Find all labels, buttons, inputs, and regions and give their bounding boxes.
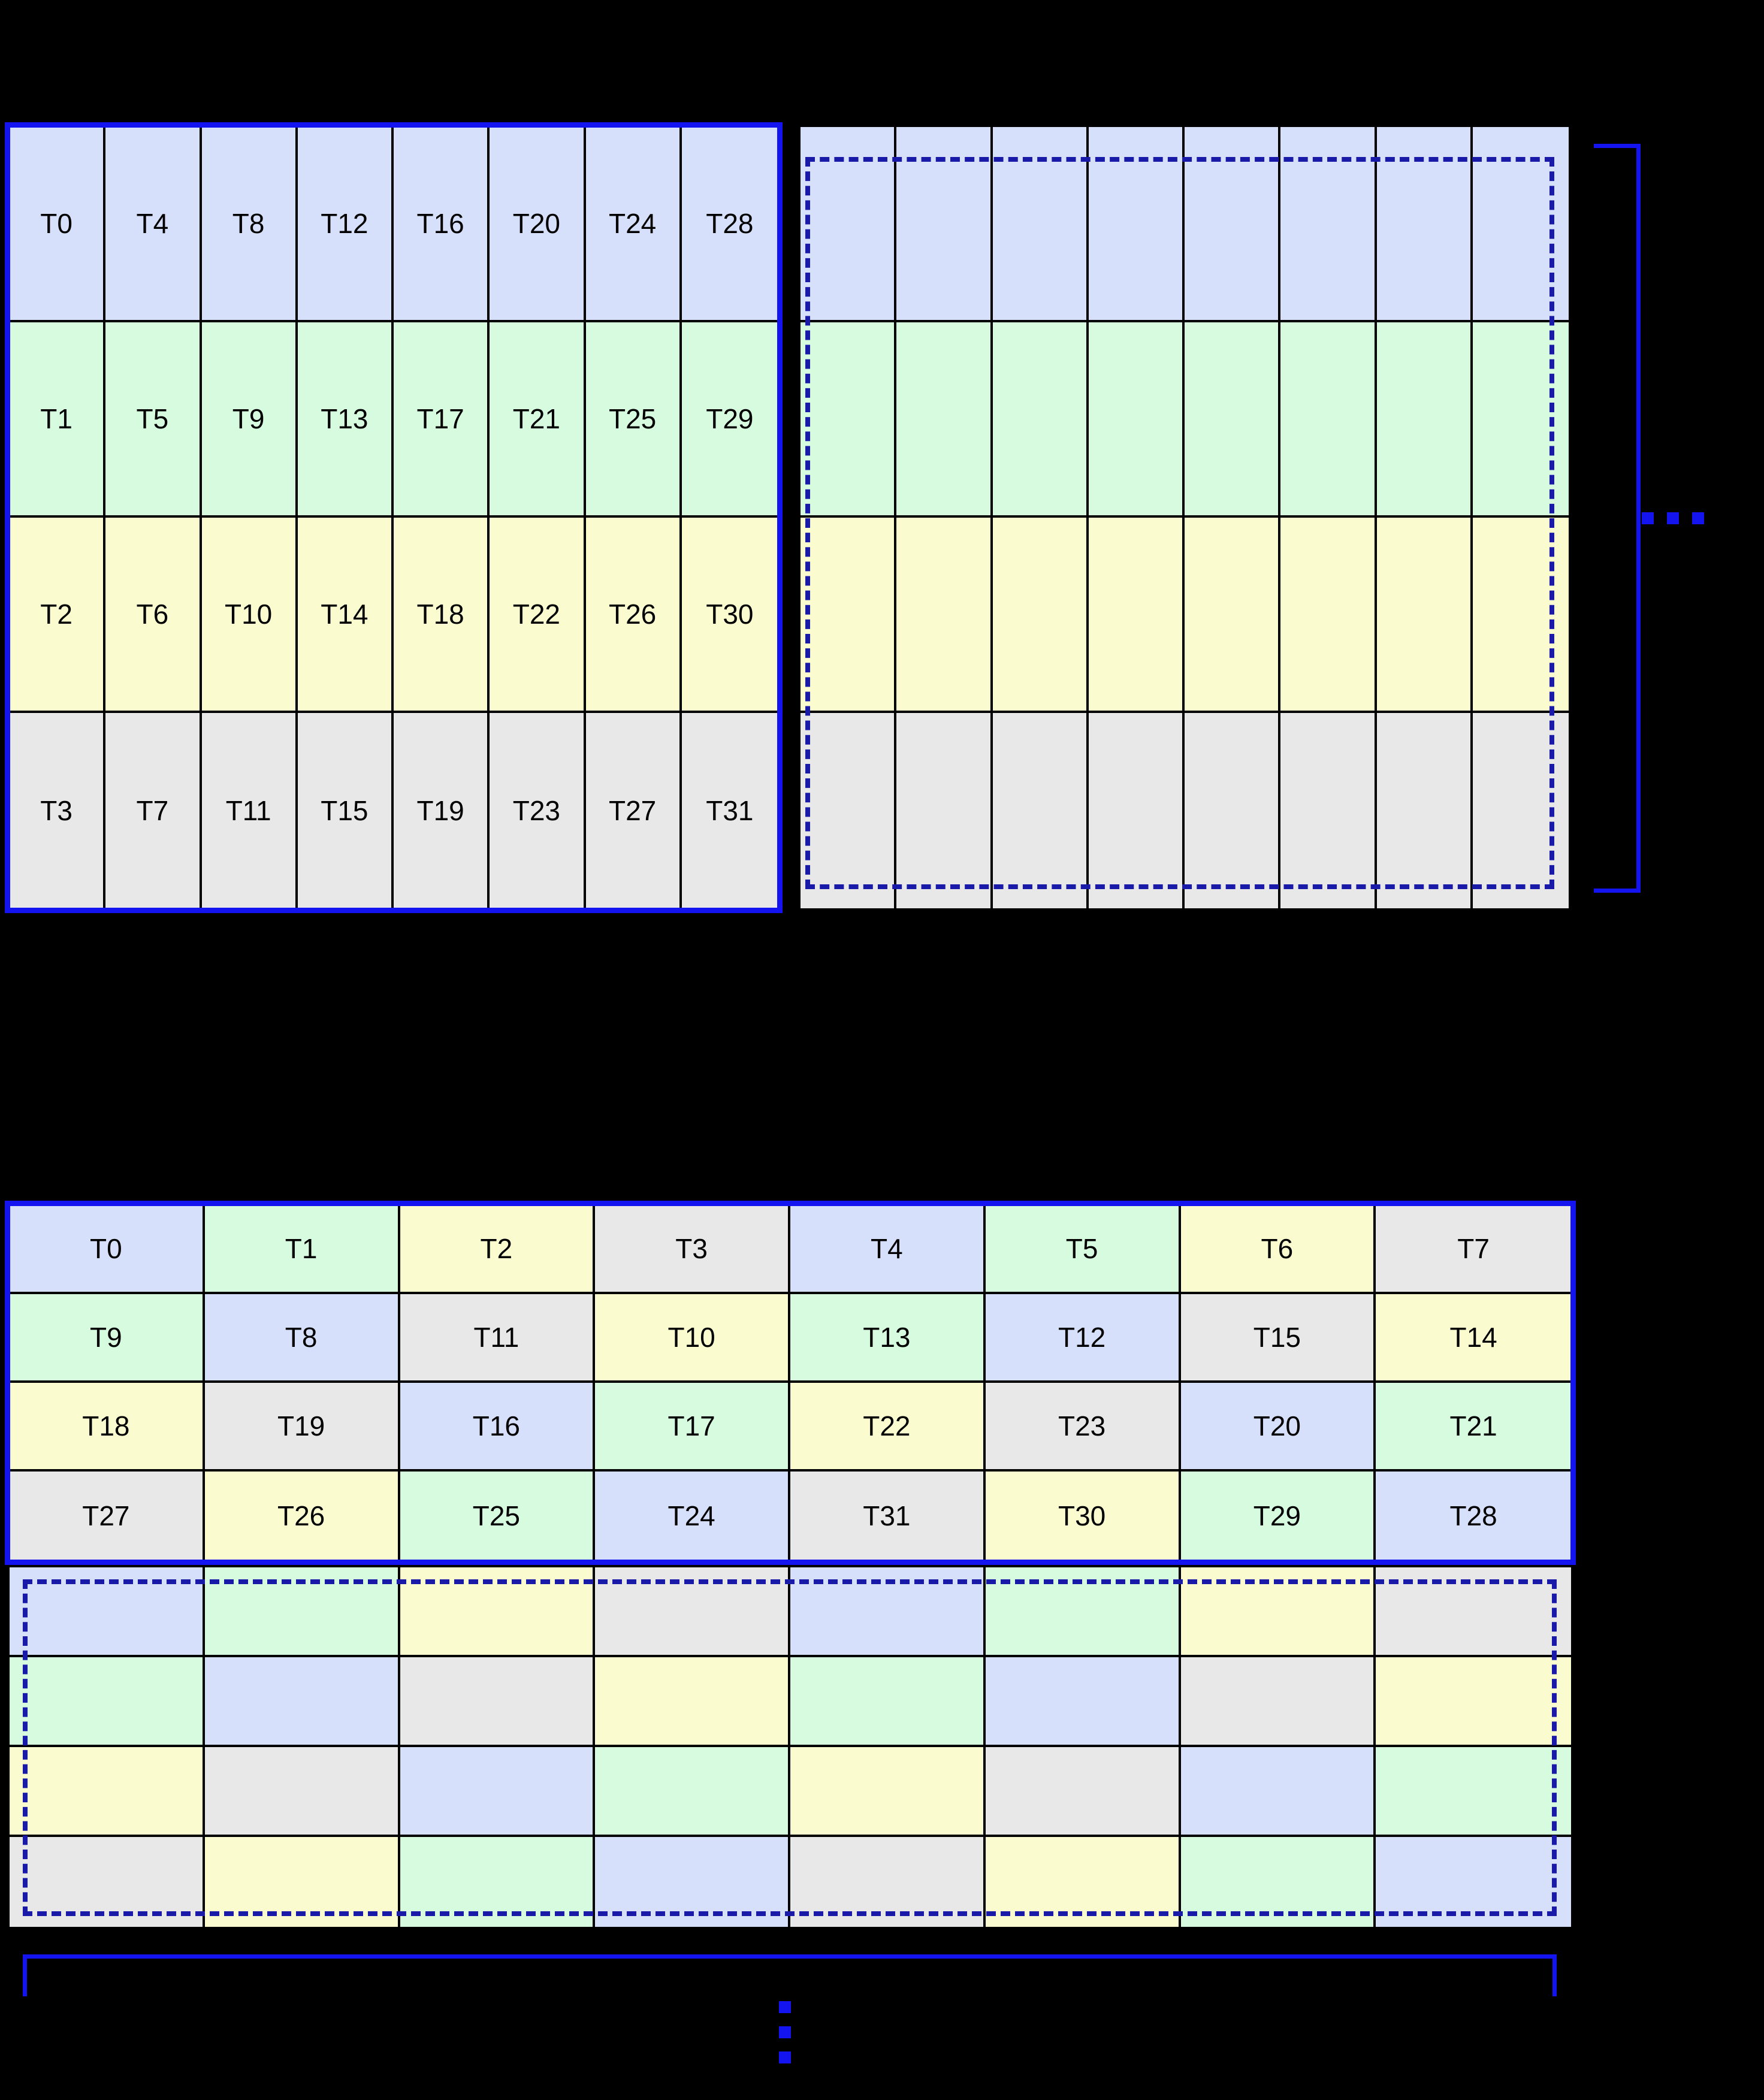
bottom-labeled-thread-block — [7, 1203, 1573, 1563]
top-unlabeled-cell — [1089, 127, 1185, 322]
bottom-unlabeled-cell — [400, 1567, 596, 1657]
top-unlabeled-cell — [993, 127, 1089, 322]
top-unlabeled-cell — [801, 713, 896, 908]
top-unlabeled-cell — [801, 127, 896, 322]
bottom-labeled-cell: T19 — [205, 1383, 400, 1471]
bottom-labeled-cell: T22 — [790, 1383, 986, 1471]
top-labeled-cell: T12 — [298, 127, 394, 322]
top-unlabeled-cell — [1473, 518, 1569, 713]
top-labeled-cell: T4 — [105, 127, 201, 322]
bottom-unlabeled-cell — [1376, 1837, 1571, 1927]
bottom-unlabeled-cell — [790, 1747, 986, 1837]
top-labeled-cell: T13 — [298, 322, 394, 518]
bottom-unlabeled-cell — [205, 1657, 400, 1747]
top-labeled-cell: T7 — [105, 713, 201, 908]
bottom-unlabeled-cell — [400, 1657, 596, 1747]
top-labeled-cell: T14 — [298, 518, 394, 713]
bottom-labeled-cell: T4 — [790, 1205, 986, 1294]
top-labeled-cell: T11 — [202, 713, 298, 908]
bottom-unlabeled-cell — [10, 1567, 205, 1657]
top-labeled-cell: T8 — [202, 127, 298, 322]
bottom-labeled-cell: T17 — [595, 1383, 790, 1471]
top-labeled-cell: T3 — [10, 713, 105, 908]
top-labeled-cell: T29 — [682, 322, 778, 518]
bottom-unlabeled-cell — [595, 1837, 790, 1927]
bottom-labeled-cell: T20 — [1181, 1383, 1376, 1471]
top-labeled-cell: T20 — [490, 127, 585, 322]
bottom-labeled-cell: T3 — [595, 1205, 790, 1294]
top-labeled-cell: T22 — [490, 518, 585, 713]
bottom-unlabeled-cell — [986, 1837, 1181, 1927]
bottom-continuation-dots — [779, 2001, 791, 2063]
top-unlabeled-cell — [1089, 713, 1185, 908]
top-unlabeled-cell — [993, 322, 1089, 518]
bottom-labeled-cell: T29 — [1181, 1471, 1376, 1560]
bottom-unlabeled-cell — [595, 1657, 790, 1747]
top-unlabeled-cell — [993, 713, 1089, 908]
bottom-unlabeled-cell — [790, 1567, 986, 1657]
top-labeled-cell: T24 — [586, 127, 682, 322]
bottom-labeled-cell: T27 — [10, 1471, 205, 1560]
top-unlabeled-cell — [1377, 127, 1473, 322]
top-unlabeled-cell — [993, 518, 1089, 713]
bottom-labeled-cell: T0 — [10, 1205, 205, 1294]
top-labeled-cell: T30 — [682, 518, 778, 713]
bottom-labeled-cell: T6 — [1181, 1205, 1376, 1294]
bottom-unlabeled-cell — [205, 1747, 400, 1837]
bottom-unlabeled-cell — [986, 1567, 1181, 1657]
top-unlabeled-cell — [1089, 518, 1185, 713]
bottom-unlabeled-cell — [400, 1747, 596, 1837]
bottom-unlabeled-cell — [400, 1837, 596, 1927]
top-unlabeled-cell — [1377, 713, 1473, 908]
top-labeled-cell: T2 — [10, 518, 105, 713]
top-unlabeled-cell — [1377, 322, 1473, 518]
top-labeled-cell: T18 — [394, 518, 490, 713]
top-continuation-dots — [1642, 512, 1704, 524]
top-unlabeled-cell — [896, 127, 992, 322]
bottom-unlabeled-cell — [790, 1657, 986, 1747]
top-labeled-cell: T1 — [10, 322, 105, 518]
bottom-unlabeled-cell — [1376, 1747, 1571, 1837]
bottom-labeled-cell: T14 — [1376, 1294, 1571, 1383]
top-unlabeled-cell — [1185, 322, 1280, 518]
bottom-labeled-cell: T31 — [790, 1471, 986, 1560]
top-labeled-cell: T23 — [490, 713, 585, 908]
bottom-unlabeled-cell — [10, 1747, 205, 1837]
bottom-labeled-cell: T24 — [595, 1471, 790, 1560]
bottom-unlabeled-cell — [986, 1657, 1181, 1747]
bottom-labeled-cell: T8 — [205, 1294, 400, 1383]
bottom-labeled-cell: T18 — [10, 1383, 205, 1471]
top-labeled-cell: T26 — [586, 518, 682, 713]
bottom-labeled-cell: T23 — [986, 1383, 1181, 1471]
top-unlabeled-thread-block — [798, 125, 1571, 911]
bottom-labeled-cell: T1 — [205, 1205, 400, 1294]
bottom-labeled-cell: T5 — [986, 1205, 1181, 1294]
bottom-unlabeled-thread-block — [7, 1565, 1573, 1929]
top-unlabeled-cell — [896, 518, 992, 713]
bottom-unlabeled-cell — [1376, 1567, 1571, 1657]
top-labeled-cell: T10 — [202, 518, 298, 713]
bottom-labeled-cell: T9 — [10, 1294, 205, 1383]
top-labeled-cell: T25 — [586, 322, 682, 518]
bottom-unlabeled-cell — [10, 1837, 205, 1927]
bottom-labeled-cell: T21 — [1376, 1383, 1571, 1471]
top-labeled-cell: T31 — [682, 713, 778, 908]
top-unlabeled-cell — [1185, 518, 1280, 713]
bottom-unlabeled-cell — [10, 1657, 205, 1747]
bottom-labeled-cell: T13 — [790, 1294, 986, 1383]
bottom-labeled-cell: T15 — [1181, 1294, 1376, 1383]
bottom-unlabeled-cell — [205, 1837, 400, 1927]
top-labeled-cell: T15 — [298, 713, 394, 908]
top-unlabeled-cell — [1377, 518, 1473, 713]
top-unlabeled-cell — [1185, 127, 1280, 322]
top-unlabeled-cell — [896, 322, 992, 518]
top-labeled-thread-block — [7, 125, 780, 911]
top-labeled-cell: T16 — [394, 127, 490, 322]
top-unlabeled-cell — [1280, 322, 1376, 518]
top-labeled-cell: T5 — [105, 322, 201, 518]
top-labeled-cell: T9 — [202, 322, 298, 518]
top-unlabeled-cell — [1280, 518, 1376, 713]
bottom-labeled-cell: T7 — [1376, 1205, 1571, 1294]
top-unlabeled-cell — [1473, 127, 1569, 322]
bottom-continuation-bracket — [23, 1954, 1557, 1996]
bottom-unlabeled-cell — [205, 1567, 400, 1657]
bottom-labeled-cell: T25 — [400, 1471, 596, 1560]
top-labeled-cell: T28 — [682, 127, 778, 322]
bottom-unlabeled-cell — [595, 1567, 790, 1657]
top-unlabeled-cell — [1473, 713, 1569, 908]
bottom-unlabeled-cell — [1181, 1567, 1376, 1657]
top-unlabeled-cell — [801, 322, 896, 518]
top-unlabeled-cell — [801, 518, 896, 713]
top-unlabeled-cell — [1473, 322, 1569, 518]
top-labeled-cell: T21 — [490, 322, 585, 518]
top-unlabeled-cell — [896, 713, 992, 908]
top-unlabeled-cell — [1280, 127, 1376, 322]
bottom-labeled-cell: T12 — [986, 1294, 1181, 1383]
bottom-labeled-cell: T28 — [1376, 1471, 1571, 1560]
bottom-unlabeled-cell — [595, 1747, 790, 1837]
bottom-labeled-cell: T26 — [205, 1471, 400, 1560]
top-labeled-cell: T19 — [394, 713, 490, 908]
bottom-labeled-cell: T30 — [986, 1471, 1181, 1560]
bottom-unlabeled-cell — [1181, 1837, 1376, 1927]
bottom-unlabeled-cell — [1376, 1657, 1571, 1747]
top-labeled-cell: T0 — [10, 127, 105, 322]
bottom-unlabeled-cell — [1181, 1657, 1376, 1747]
bottom-labeled-cell: T11 — [400, 1294, 596, 1383]
top-unlabeled-cell — [1185, 713, 1280, 908]
bottom-unlabeled-cell — [986, 1747, 1181, 1837]
top-labeled-cell: T27 — [586, 713, 682, 908]
bottom-unlabeled-cell — [1181, 1747, 1376, 1837]
bottom-unlabeled-cell — [790, 1837, 986, 1927]
top-labeled-cell: T17 — [394, 322, 490, 518]
top-labeled-cell: T6 — [105, 518, 201, 713]
bottom-labeled-cell: T10 — [595, 1294, 790, 1383]
top-unlabeled-cell — [1280, 713, 1376, 908]
bottom-labeled-cell: T2 — [400, 1205, 596, 1294]
top-unlabeled-cell — [1089, 322, 1185, 518]
top-continuation-bracket — [1594, 144, 1641, 893]
bottom-labeled-cell: T16 — [400, 1383, 596, 1471]
